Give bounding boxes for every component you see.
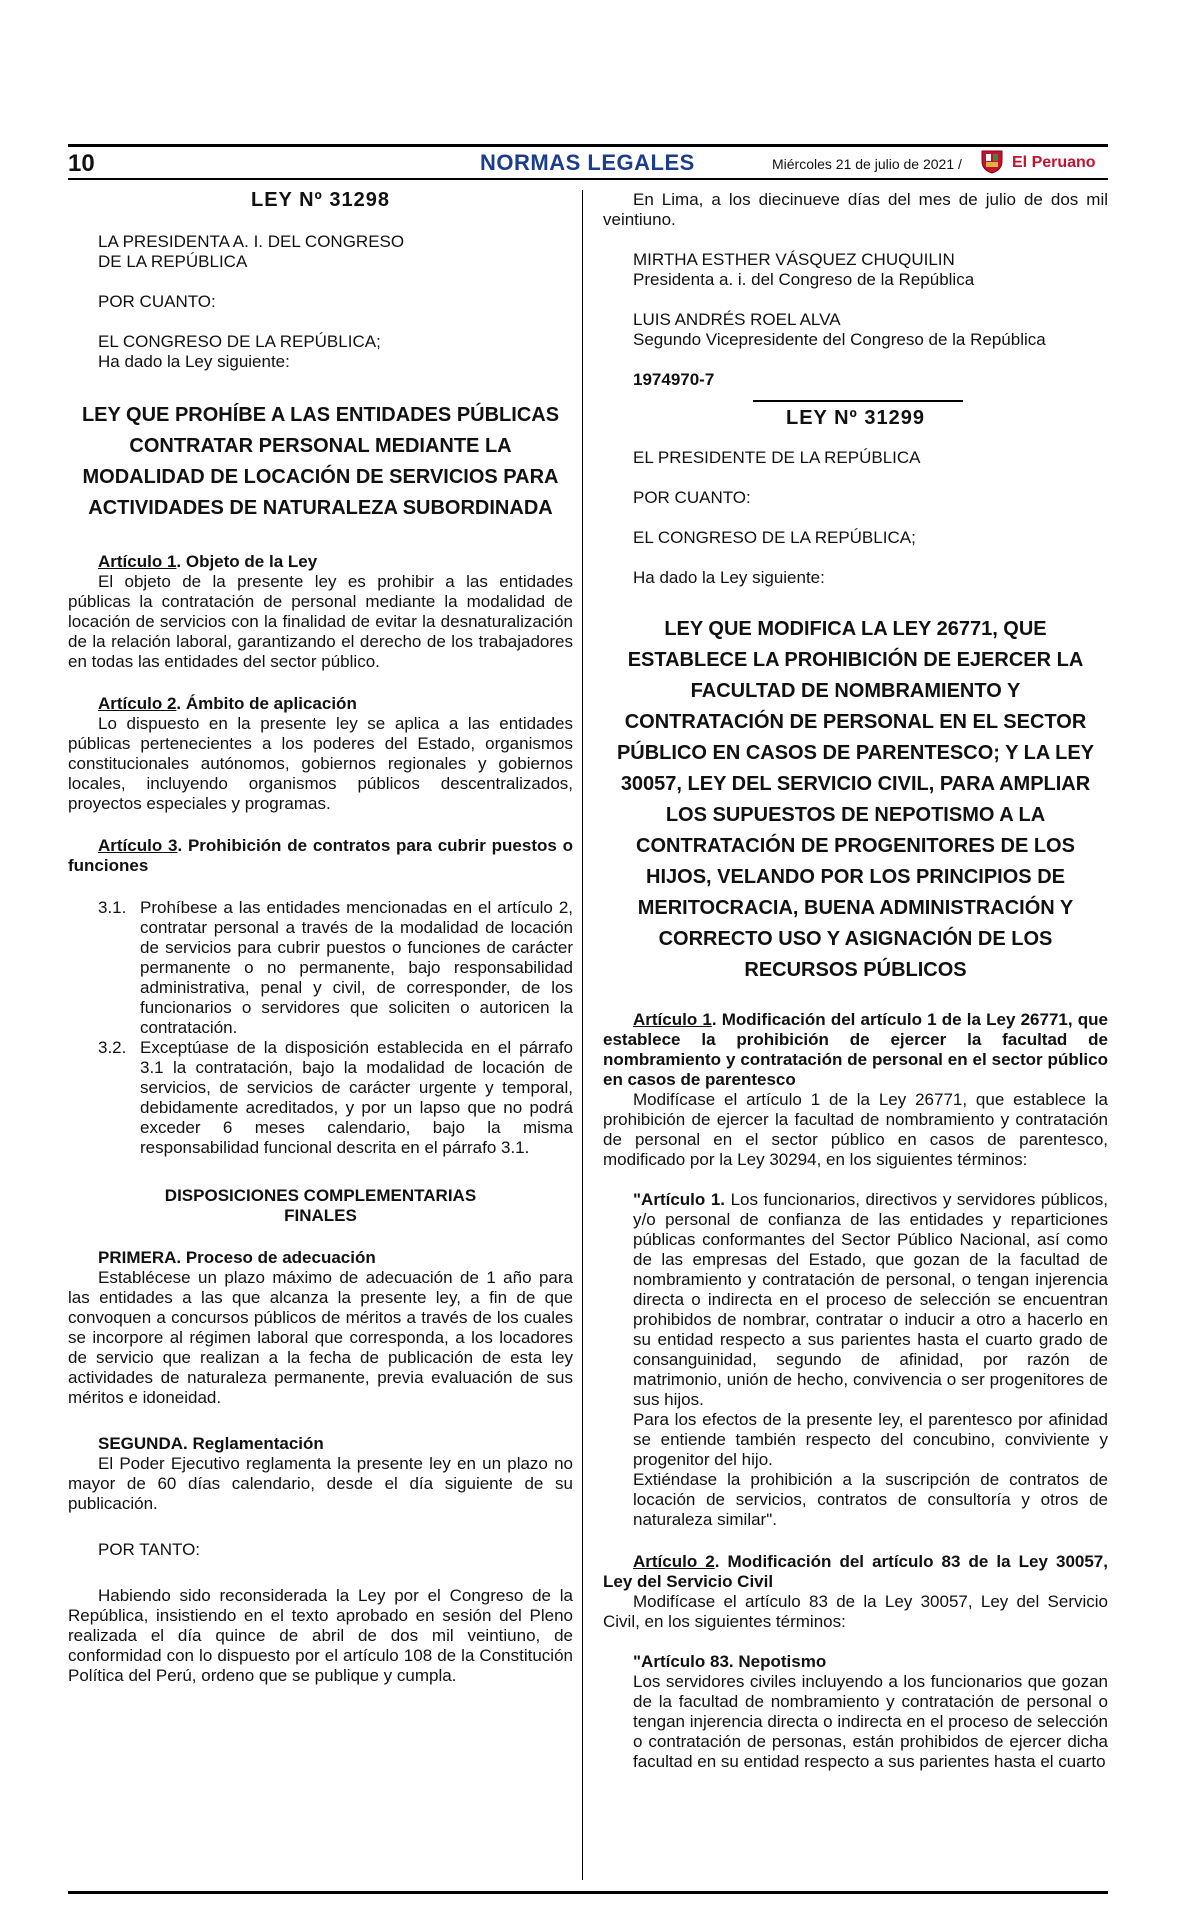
article-title: . Prohibición de contratos para cubrir puestos o funciones [68, 836, 573, 875]
article-text: Lo dispuesto en la presente ley se aplica a las entidades públicas pertenecientes a los poderes del Estado, organismos constitucionales autónomos, gobiernos regionales y gobiernos locales, incluyendo organismos públicos descentralizados, proyectos especiales y programas. [68, 714, 573, 813]
coat-of-arms-icon [978, 147, 1006, 175]
ha-dado-line: Ha dado la Ley siguiente: [633, 568, 825, 587]
por-cuanto: POR CUANTO: [98, 292, 216, 311]
brand-logo: El Peruano [1012, 154, 1096, 171]
law-number: LEY Nº 31298 [250, 189, 390, 211]
congress-line: EL CONGRESO DE LA REPÚBLICA; [98, 332, 381, 351]
document-code: 1974970-7 [633, 370, 715, 389]
quoted-article [603, 1190, 1108, 1410]
quote-title: "Artículo 83. Nepotismo [633, 1652, 827, 1671]
disposition-title: SEGUNDA. Reglamentación [98, 1434, 324, 1453]
header-rule [68, 178, 1108, 180]
item-text: Exceptúase de la disposición establecida en el párrafo 3.1 la contratación, bajo la modalidad de locación de servicios, de servicios de carácter urgente y temporal, debidamente acreditados, y por un lapso que no podrá exceder 6 meses calendario, bajo la misma responsabilidad funcional descrita en el párrafo 3.1. [140, 1038, 573, 1157]
quote-text: Los funcionarios, directivos y servidores públicos, y/o personal de confianza de las entidades y reparticiones públicas conformantes del Sector Público Nacional, así como de las empresas del Estado, que gozan de la facultad de nombramiento y contratación de personal, o tengan injerencia directa o indirecta en el proceso de selección se encuentran prohibidos de nombrar, contratar o inducir a otro a hacerlo en su entidad respecto a sus parientes hasta el cuarto grado de consanguinidad, segundo de afinidad, por razón de matrimonio, unión de hecho, convivencia o ser progenitores de sus hijos. [633, 1190, 1109, 1409]
article-heading [603, 1010, 1108, 1090]
law-title: LEY QUE MODIFICA LA LEY 26771, QUE ESTABLECE LA PROHIBICIÓN DE EJERCER LA FACULTAD DE NOMBRAMIENTO Y CONTRATACIÓN DE PERSONAL EN EL SECTOR PÚBLICO EN CASOS DE PARENTESCO; Y LA LEY 30057, LEY DEL SERVICIO CIVIL, PARA AMPLIAR LOS SUPUESTOS DE NEPOTISMO A LA CONTRATACIÓN DE PROGENITORES DE LOS HIJOS, VELANDO POR LOS PRINCIPIOS DE MERITOCRACIA, BUENA ADMINISTRACIÓN Y CORRECTO USO Y ASIGNACIÓN DE LOS RECURSOS PÚBLICOS [616, 618, 1095, 981]
list-item [68, 898, 573, 1038]
article-heading [603, 1552, 1108, 1592]
closing-text: Habiendo sido reconsiderada la Ley por el Congreso de la República, insistiendo en el texto aprobado en sesión del Pleno realizada el día quince de abril de dos mil veintiuno, de conformidad con lo dispuesto por el artículo 108 de la Constitución Política del Perú, ordeno que se publique y cumpla. [68, 1586, 573, 1685]
article-label: Artículo 1 [98, 552, 177, 571]
article-title: . Modificación del artículo 83 de la Ley 30057, Ley del Servicio Civil [603, 1552, 1108, 1591]
article-text: Modifícase el artículo 83 de la Ley 30057, Ley del Servicio Civil, en los siguientes términos: [603, 1592, 1108, 1631]
article-title: . Objeto de la Ley [176, 552, 318, 571]
article-title: . Modificación del artículo 1 de la Ley 26771, que establece la prohibición de ejercer la facultad de nombramiento y contratación de personal en el sector público en casos de parentesco [603, 1010, 1108, 1089]
disposition-text: Establécese un plazo máximo de adecuación de 1 año para las entidades a las que alcanza la presente ley, a fin de que convoquen a concursos públicos de méritos a través de los cuales se incorpore al régimen laboral que corresponda, a los locadores de servicio que realizan a la fecha de publicación de esta ley actividades de naturaleza permanente, previa evaluación de sus méritos e idoneidad. [68, 1268, 573, 1407]
article-label: Artículo 3 [98, 836, 178, 855]
por-tanto: POR TANTO: [98, 1540, 201, 1559]
right-column [603, 190, 1108, 1772]
quote-paragraph: Para los efectos de la presente ley, el parentesco por afinidad se entiende también respecto del concubino, conviviente y progenitor del hijo. [633, 1410, 1108, 1469]
article-title: . Ámbito de aplicación [176, 694, 357, 713]
left-column [68, 190, 573, 1686]
ha-dado-line: Ha dado la Ley siguiente: [98, 352, 290, 371]
signatory-role: Segundo Vicepresidente del Congreso de la República [633, 330, 1046, 349]
congress-line: EL CONGRESO DE LA REPÚBLICA; [633, 528, 916, 547]
article-text: Modifícase el artículo 1 de la Ley 26771, que establece la prohibición de ejercer la facultad de nombramiento y contratación de personal en el sector público en casos de parentesco, modificado por la Ley 30294, en los siguientes términos: [603, 1090, 1108, 1169]
signatory-name: MIRTHA ESTHER VÁSQUEZ CHUQUILIN [633, 250, 955, 269]
column-divider [582, 190, 583, 1880]
top-rule [68, 144, 1108, 147]
article-heading [68, 836, 573, 876]
quote-text: Los servidores civiles incluyendo a los funcionarios que gozan de la facultad de nombramiento y contratación de personal o tengan injerencia directa o indirecta en el proceso de selección o contratación de personas, están prohibidos de ejercer dicha facultad en su entidad respecto a sus parientes hasta el cuarto [633, 1672, 1108, 1771]
law-number: LEY Nº 31299 [785, 407, 925, 429]
article-heading [68, 694, 573, 714]
dispositions-heading: FINALES [284, 1206, 357, 1225]
signatory-role: Presidenta a. i. del Congreso de la República [633, 270, 975, 289]
bottom-rule [68, 1891, 1108, 1894]
publication-date: Miércoles 21 de julio de 2021 / [772, 156, 962, 172]
disposition-title: PRIMERA. Proceso de adecuación [98, 1248, 376, 1267]
quote-label: "Artículo 1. [633, 1190, 726, 1209]
article-label: Artículo 1 [633, 1010, 712, 1029]
quote-paragraph: Extiéndase la prohibición a la suscripción de contratos de locación de servicios, contratos de consultoría y otros de naturaleza similar". [633, 1470, 1108, 1529]
article-label: Artículo 2 [633, 1552, 715, 1571]
article-text: El objeto de la presente ley es prohibir a las entidades públicas la contratación de personal mediante la modalidad de locación de servicios con la finalidad de evitar la desnaturalización de la relación laboral, garantizando el derecho de los trabajadores en todas las entidades del sector público. [68, 572, 573, 671]
lima-date: En Lima, a los diecinueve días del mes de julio de dos mil veintiuno. [603, 190, 1108, 229]
issuer-line: LA PRESIDENTA A. I. DEL CONGRESO [98, 232, 405, 251]
article-heading [68, 552, 573, 572]
law-title: LEY QUE PROHÍBE A LAS ENTIDADES PÚBLICAS CONTRATAR PERSONAL MEDIANTE LA MODALIDAD DE LOCACIÓN DE SERVICIOS PARA ACTIVIDADES DE NATURALEZA SUBORDINADA [81, 404, 560, 519]
item-number: 3.1. [98, 898, 127, 917]
section-title: NORMAS LEGALES [480, 150, 695, 175]
dispositions-heading: DISPOSICIONES COMPLEMENTARIAS [164, 1186, 477, 1205]
por-cuanto: POR CUANTO: [633, 488, 751, 507]
disposition-text: El Poder Ejecutivo reglamenta la presente ley en un plazo no mayor de 60 días calendario, desde el día siguiente de su publicación. [68, 1454, 573, 1513]
issuer-line: EL PRESIDENTE DE LA REPÚBLICA [633, 448, 921, 467]
page-number: 10 [68, 150, 95, 177]
issuer-line: DE LA REPÚBLICA [98, 252, 248, 271]
list-item [68, 1038, 573, 1158]
signatory-name: LUIS ANDRÉS ROEL ALVA [633, 310, 841, 329]
item-text: Prohíbese a las entidades mencionadas en el artículo 2, contratar personal a través de la modalidad de locación de servicios para cubrir puestos o funciones de carácter permanente o no permanente, bajo responsabilidad administrativa, penal y civil, de corresponder, de los funcionarios o servidores que soliciten o autoricen la contratación. [140, 898, 573, 1037]
item-number: 3.2. [98, 1038, 127, 1057]
article-label: Artículo 2 [98, 694, 177, 713]
